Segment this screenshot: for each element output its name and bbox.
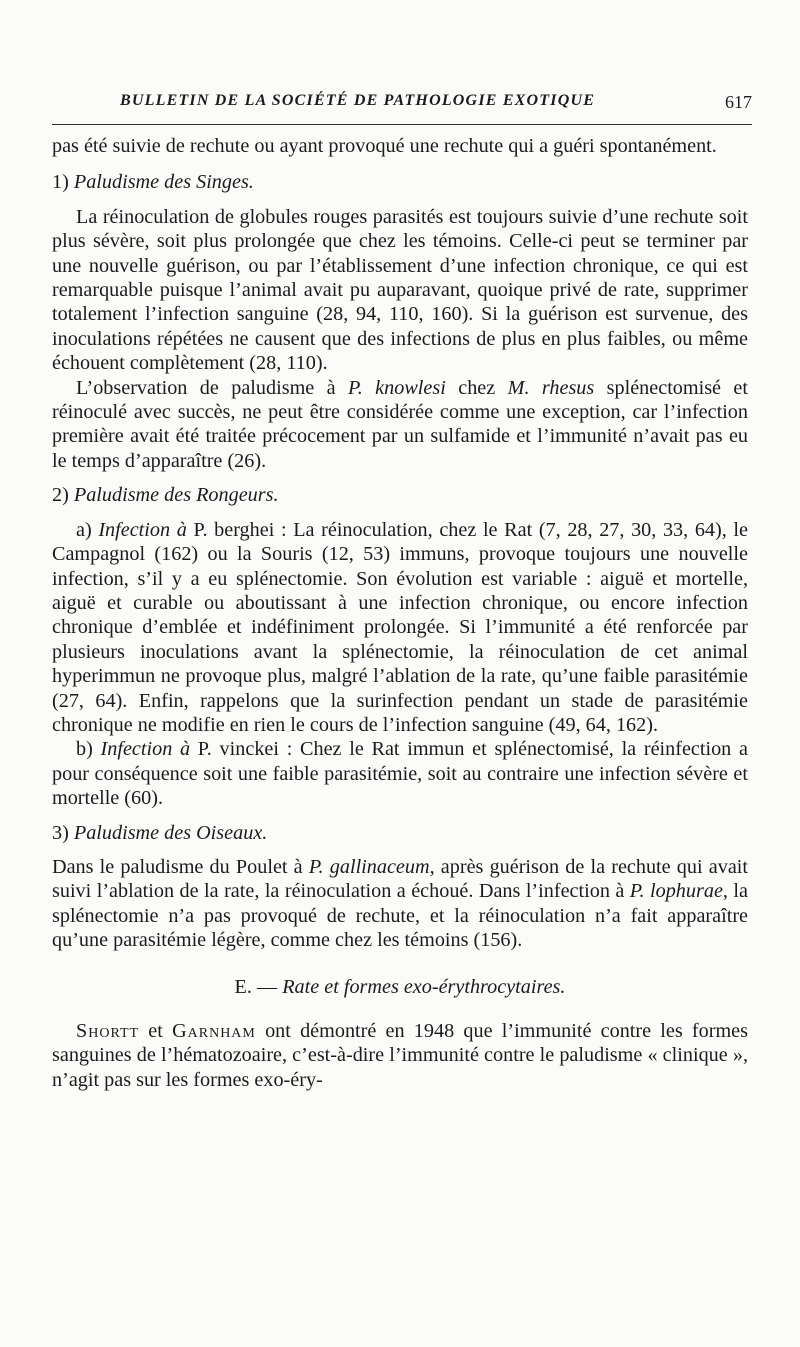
section-title: Rate et formes exo-érythrocytaires. bbox=[282, 975, 566, 998]
journal-title: BULLETIN DE LA SOCIÉTÉ DE PATHOLOGIE EXOTIQUE bbox=[120, 92, 596, 109]
author-name: Shortt bbox=[76, 1020, 140, 1042]
header-rule bbox=[52, 124, 752, 125]
text-run: , après guérison de la rechute qui avait suivi l’ablation de la rate, la réinoculation a échoué. Dans l’infection à bbox=[52, 855, 749, 903]
species-name: P. vinckei : bbox=[190, 738, 301, 761]
page-number: 617 bbox=[725, 92, 752, 112]
section-label: E. — bbox=[234, 975, 283, 998]
text-run: La réinoculation, chez le Rat (7, 28, 27, 30, 33, 64), le Campagnol (162) ou la Souris (12, 53) immuns, provoque toujours une nouvelle infection, s’il y a eu splénectomie. Son évolution est variable : aiguë et mortelle, aiguë et curable ou aboutissant à une infection chronique, ou encore infection chronique d’emblée et indéfiniment prolongée. Si l’immunité a été renforcée par plusieurs inoculations avant la splénectomie, la réinoculation de cet animal hyperimmun ne provoque plus, malgré l’ablation de la rate, qu’une faible parasitémie (27, 64). Enfin, rappelons que la surinfection pendant un stade de parasitémie chronique ne modifie en rien le cours de l’infection sanguine (49, 64, 162). bbox=[52, 518, 748, 736]
paragraph-shortt-garnham bbox=[52, 1019, 748, 1092]
section-title: Paludisme des Oiseaux. bbox=[73, 821, 268, 844]
item-title: Infection à bbox=[98, 518, 187, 541]
text-run: ont démontré en 1948 que l’immunité contre les formes sanguines de l’hématozoaire, c’est-à-dire l’immunité contre le paludisme « clinique », n’agit pas sur les formes exo-éry- bbox=[52, 1020, 748, 1091]
section-heading-singes bbox=[52, 170, 748, 194]
running-header bbox=[52, 92, 752, 122]
species-name: P. lophurae bbox=[629, 880, 723, 903]
item-label: a) bbox=[76, 518, 99, 541]
species-name: P. gallinaceum bbox=[308, 855, 430, 878]
section-number: 1) bbox=[52, 171, 69, 194]
paragraph-oiseaux bbox=[52, 855, 748, 953]
section-heading-e bbox=[52, 975, 748, 999]
section-title: Paludisme des Singes. bbox=[73, 171, 254, 194]
item-label: b) bbox=[76, 738, 101, 761]
species-name: P. knowlesi bbox=[348, 376, 446, 399]
paragraph-continuation: pas été suivie de rechute ou ayant provoqué une rechute qui a guéri spontanément. bbox=[52, 135, 717, 157]
species-name: P. berghei : bbox=[186, 518, 294, 541]
section-heading-rongeurs bbox=[52, 483, 748, 507]
text-run: splénectomisé et réinoculé avec succès, ne peut être considérée comme une exception, car l’infection première avait été traitée précocement par un sulfamide et l’immunité n’avait pas eu le temps d’apparaître (26). bbox=[52, 376, 748, 472]
text-run: Dans le paludisme du Poulet à bbox=[52, 855, 309, 878]
paragraph-vinckei bbox=[52, 737, 748, 810]
text-run: Chez le Rat immun et splénectomisé, la réinfection a pour conséquence soit une faible parasitémie, soit au contraire une infection sévère et mortelle (60). bbox=[52, 738, 748, 810]
text-run: , la splénectomie n’a pas provoqué de rechute, et la réinoculation n’a fait apparaître qu’une parasitémie légère, comme chez les témoins (156). bbox=[52, 880, 748, 952]
body-text bbox=[52, 134, 748, 1092]
species-name: M. rhesus bbox=[507, 376, 595, 399]
text-run: et bbox=[139, 1020, 173, 1042]
item-title: Infection à bbox=[100, 738, 191, 761]
section-heading-oiseaux bbox=[52, 821, 748, 845]
author-name: Garnham bbox=[172, 1020, 256, 1042]
section-number: 2) bbox=[52, 484, 69, 507]
paragraph-reinoculation-singes: La réinoculation de globules rouges parasités est toujours suivie d’une rechute soit plus sévère, soit plus prolongée que chez les témoins. Celle-ci peut se terminer par une nouvelle guérison, ou par l’établissement d’une infection chronique, ce qui est remarquable puisque l’animal avait pu auparavant, quoique privé de rate, supprimer totalement l’infection sanguine (28, 94, 110, 160). Si la guérison est survenue, des inoculations répétées ne causent que des infections de plus en plus faibles, ou même échouent complètement (28, 110). bbox=[52, 205, 748, 375]
section-title: Paludisme des Rongeurs. bbox=[73, 484, 279, 507]
paragraph-berghei bbox=[52, 518, 748, 738]
section-number: 3) bbox=[52, 821, 69, 844]
text-run: chez bbox=[445, 376, 508, 399]
text-run: L’observation de paludisme à bbox=[76, 376, 348, 399]
paragraph-observation-knowlesi bbox=[52, 376, 748, 474]
